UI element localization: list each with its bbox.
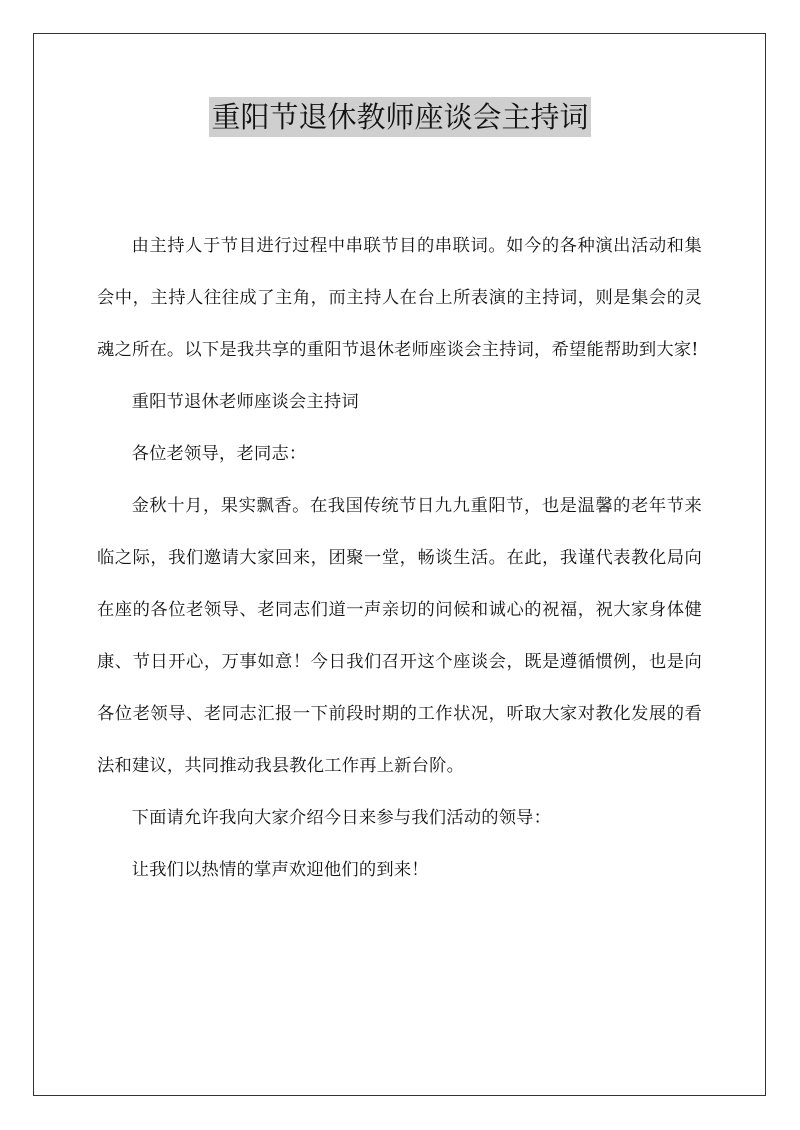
paragraph-main: 金秋十月，果实飘香。在我国传统节日九九重阳节，也是温馨的老年节来临之际，我们邀请大家回来，团聚一堂，畅谈生活。在此，我谨代表教化局向在座的各位老领导、老同志们道一声亲切的问候和诚心的祝福，祝大家身体健康、节日开心，万事如意！今日我们召开这个座谈会，既是遵循惯例，也是向各位老领导、老同志汇报一下前段时期的工作状况，听取大家对教化发展的看法和建议，共同推动我县教化工作再上新台阶。 [97, 496, 702, 776]
document-title: 重阳节退休教师座谈会主持词 [209, 97, 590, 137]
paragraph-welcome: 让我们以热情的掌声欢迎他们的到来！ [131, 860, 429, 880]
title-container [0, 97, 800, 137]
document-body [97, 220, 702, 896]
paragraph-introduce-leaders: 下面请允许我向大家介绍今日来参与我们活动的领导： [131, 808, 552, 828]
paragraph-intro: 由主持人于节目进行过程中串联节目的串联词。如今的各种演出活动和集会中，主持人往往成了主角，而主持人在台上所表演的主持词，则是集会的灵魂之所在。以下是我共享的重阳节退休老师座谈会主持词，希望能帮助到大家! [97, 236, 702, 360]
paragraph-subtitle: 重阳节退休老师座谈会主持词 [131, 392, 359, 412]
paragraph-salutation: 各位老领导，老同志： [131, 444, 307, 464]
